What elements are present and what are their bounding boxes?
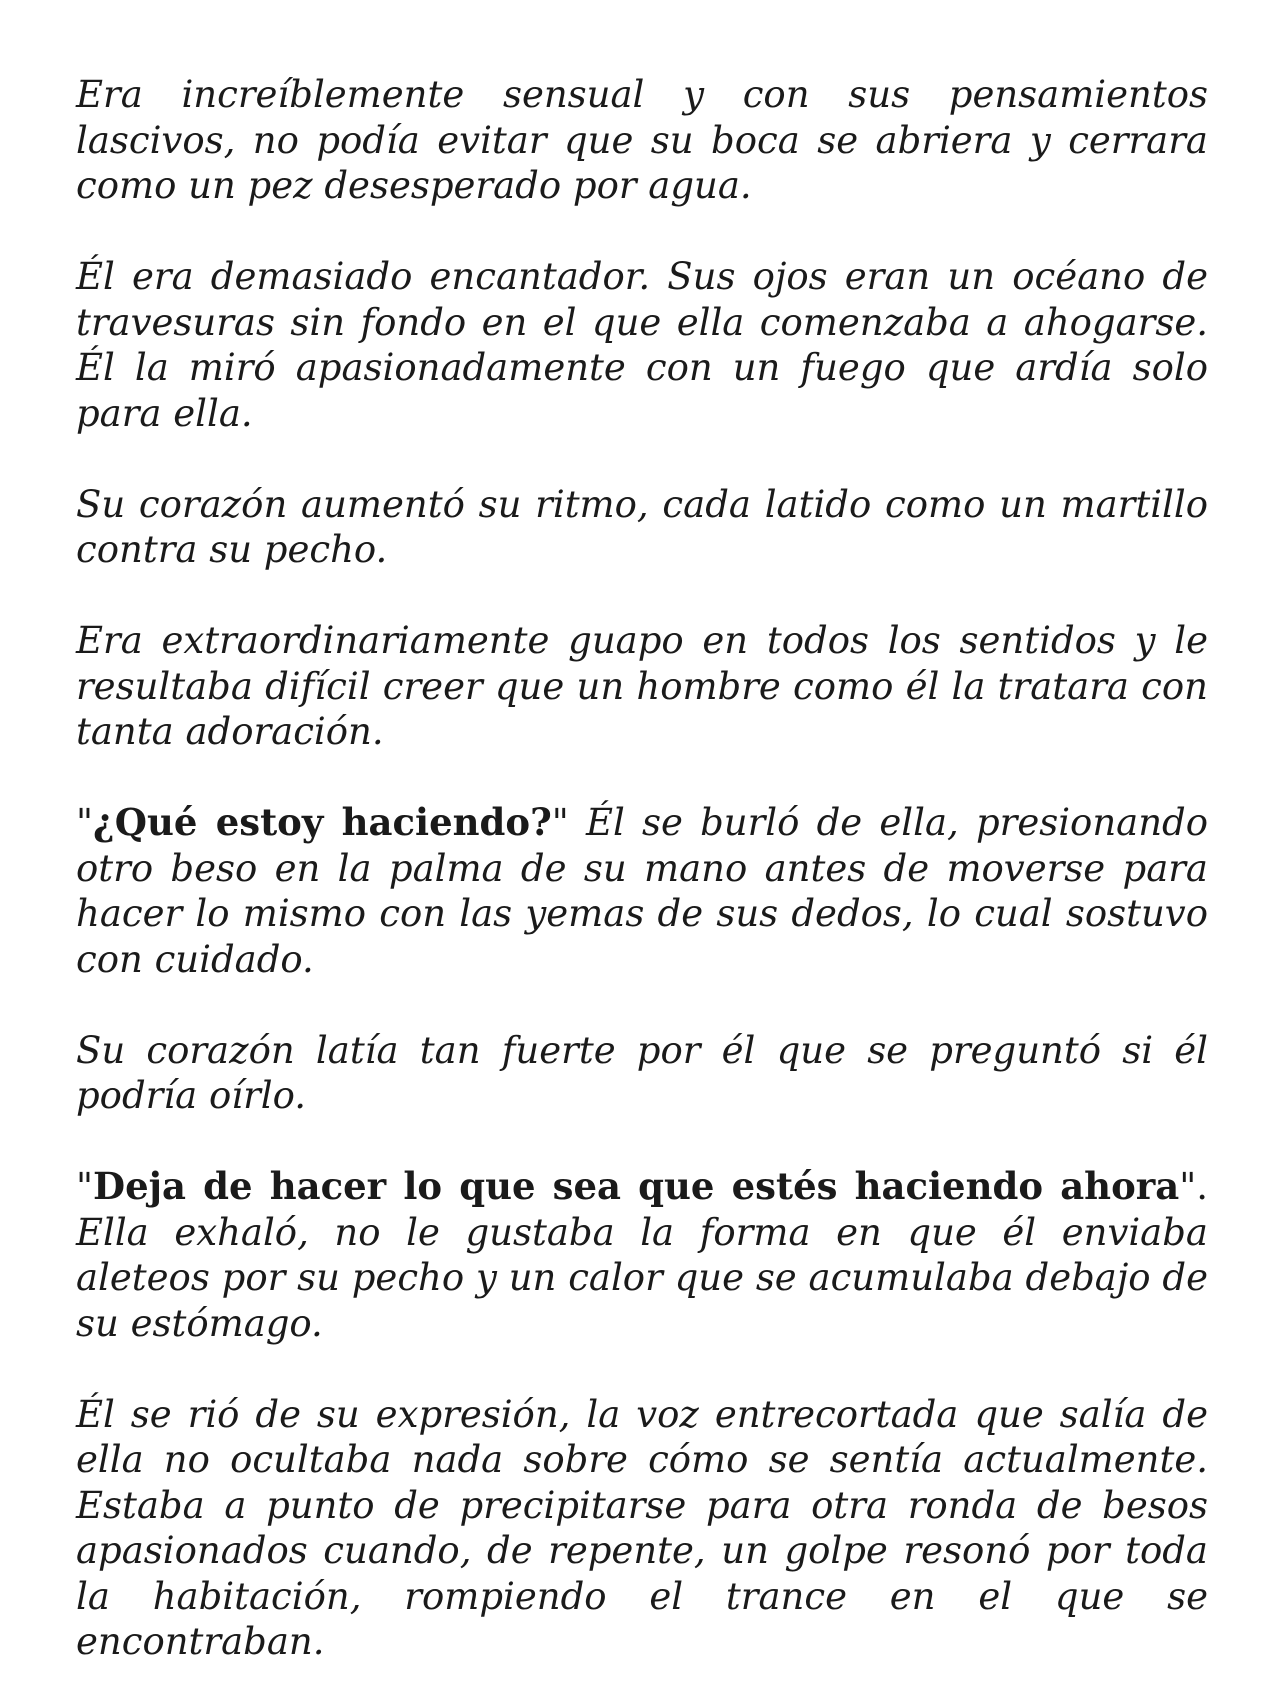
paragraph-4: Era extraordinariamente guapo en todos los sentidos y le resultaba difícil creer que un hombre como él la tratara con tanta adoración.	[76, 619, 1208, 753]
paragraph-3: Su corazón aumentó su ritmo, cada latido como un martillo contra su pecho.	[76, 482, 1208, 571]
dialogue-open-quote: "	[76, 801, 94, 844]
paragraph-8: Él se rió de su expresión, la voz entrecortada que salía de ella no ocultaba nada sobre cómo se sentía actualmente. Estaba a punto de precipitarse para otra ronda de besos apasionados cuando, de repente, un golpe resonó por toda la habitación, rompiendo el trance en el que se encontraban.	[76, 1392, 1208, 1663]
paragraph-2: Él era demasiado encantador. Sus ojos eran un océano de travesuras sin fondo en el que ella comenzaba a ahogarse. Él la miró apasionadamente con un fuego que ardía solo para ella.	[76, 255, 1208, 435]
paragraph-7	[76, 1164, 1208, 1346]
paragraph-1: Era increíblemente sensual y con sus pensamientos lascivos, no podía evitar que su boca se abriera y cerrara como un pez desesperado por agua.	[76, 73, 1208, 207]
dialogue-open-quote: "	[76, 1165, 94, 1208]
dialogue-text: ¿Qué estoy haciendo?	[93, 800, 552, 844]
dialogue-close-quote: ".	[1179, 1165, 1208, 1208]
dialogue-text: Deja de hacer lo que sea que estés haciendo ahora	[93, 1164, 1180, 1208]
narration-text: Él se burló de ella, presionando otro beso en la palma de su mano antes de moverse para hacer lo mismo con las yemas de sus dedos, lo cual sostuvo con cuidado.	[76, 801, 1208, 981]
narration-text: Ella exhaló, no le gustaba la forma en que él enviaba aleteos por su pecho y un calor que se acumulaba debajo de su estómago.	[76, 1210, 1208, 1345]
paragraph-6: Su corazón latía tan fuerte por él que se preguntó si él podría oírlo.	[76, 1028, 1208, 1117]
book-page	[76, 72, 1208, 1665]
dialogue-close-quote: "	[551, 801, 569, 844]
paragraph-5	[76, 800, 1208, 982]
